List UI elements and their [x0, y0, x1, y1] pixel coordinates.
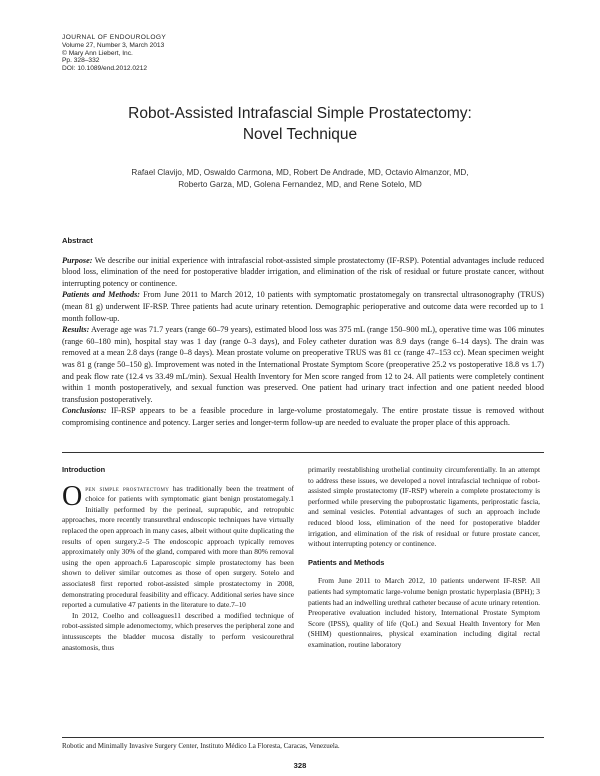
- abstract-methods: [62, 289, 544, 324]
- journal-pages: Pp. 328–332: [62, 57, 100, 65]
- abstract-conclusions: [62, 405, 544, 428]
- journal-copyright: © Mary Ann Liebert, Inc.: [62, 49, 133, 57]
- abstract-heading: Abstract: [62, 236, 93, 245]
- conclusions-label: Conclusions:: [62, 406, 107, 416]
- purpose-label: Purpose:: [62, 255, 93, 265]
- left-column: [62, 465, 294, 653]
- author-list: [60, 167, 540, 191]
- affiliation-footnote: Robotic and Minimally Invasive Surgery Center, Instituto Médico La Floresta, Caracas, Venezuela.: [62, 742, 340, 750]
- abstract-divider: [62, 452, 544, 453]
- journal-doi: DOI: 10.1089/end.2012.0212: [62, 65, 148, 73]
- authors-line-1: Rafael Clavijo, MD, Oswaldo Carmona, MD, Robert De Andrade, MD, Octavio Almanzor, MD,: [131, 168, 469, 177]
- drop-cap: O: [62, 480, 83, 512]
- title-line-1: Robot-Assisted Intrafascial Simple Prostatectomy:: [128, 105, 472, 122]
- title-line-2: Novel Technique: [242, 126, 358, 143]
- purpose-text: We describe our initial experience with intrafascial robot-assisted simple prostatectomy (IF-RSP). Potential advantages include reduced blood loss, elimination of the need for postoperative bladder irrigation, and elimination of the risk of residual or future prostate cancer, without interrupting potency or continence.: [62, 255, 544, 288]
- right-column: [308, 465, 540, 651]
- intro-lead-smallcaps: pen simple prostatectomy: [85, 483, 170, 493]
- methods-paragraph-1: From June 2011 to March 2012, 10 patients underwent IF-RSP. All patients had symptomatic large-volume benign prostatic hyperplasia (BPH); 3 patients had an indwelling urethral catheter because of acute urinary retention. Preoperative evaluation included history, International Prostate Symptom Score (IPSS), quality of life (QoL) and Sexual Health Inventory for Men (SHIM) questionnaires, physical examination including digital rectal examination, routine laboratory: [308, 576, 540, 649]
- results-label: Results:: [62, 325, 90, 335]
- abstract-purpose: [62, 255, 544, 290]
- article-title: [60, 103, 540, 145]
- methods-text: From June 2011 to March 2012, 10 patients with symptomatic prostatomegaly on transrectal ultrasonography (TRUS) (mean 81 g) underwent IF-RSP. Three patients had acute urinary retention. Demographic perioperative and outcome data were recorded up to 1 month follow-up.: [62, 290, 544, 323]
- authors-line-2: Roberto Garza, MD, Golena Fernandez, MD, and Rene Sotelo, MD: [178, 180, 422, 189]
- results-text: Average age was 71.7 years (range 60–79 years), estimated blood loss was 375 mL (range 150–900 mL), operative time was 106 minutes (range 60–180 min), hospital stay was 1 day (range 0–3 days), and Foley catheter duration was 8.9 days (range 6–14 days). The drain was removed at a mean 2.8 days (range 0–8 days). Mean prostate volume on preoperative TRUS was 81 cc (range 47–153 cc). Mean specimen weight was 81 g (range 50–150 g). Improvement was noted in the International Prostate Symptom Score (preoperative 25.2 vs postoperative 18.8 vs 1.7) and peak flow rate (12.4 vs 33.49 mL/min). Sexual Health Inventory for Men score ranged from 12 to 24. All patients were completely continent within 1 month postoperatively, and sexual function was preserved. One patient had urinary tract infection and one patient needed blood transfusion postoperatively.: [62, 325, 544, 404]
- page-number: 328: [293, 761, 307, 770]
- abstract-results: [62, 324, 544, 405]
- abstract-section: [62, 235, 544, 429]
- intro-paragraph-1: [62, 480, 294, 611]
- conclusions-text: IF-RSP appears to be a feasible procedure in large-volume prostatomegaly. The entire prostate tissue is removed without compromising continence and potency. Larger series and longer-term follow-up are needed to evaluate the proper place of this approach.: [62, 406, 544, 427]
- patients-methods-heading: Patients and Methods: [308, 557, 385, 567]
- intro-paragraph-2: In 2012, Coelho and colleagues11 described a modified technique of robot-assisted simple adenomectomy, which preserves the peripheral zone and intussuscepts the bladder mucosa distally to perform vesicourethral anastomosis, thus: [62, 610, 294, 652]
- intro-paragraph-3: primarily reestablishing urothelial continuity circumferentially. In an attempt to address these issues, we developed a novel intrafascial technique of robot-assisted simple prostatectomy (IF-RSP) wherein a complete prostatectomy is performed while preserving the puboprostatic ligaments, periprostatic fascia, and seminal vesicles. Potential advantages of such an approach include reduced blood loss, elimination of the need for postoperative bladder irrigation, and elimination of the risk of residual or future prostate cancer, without interrupting potency or continence.: [308, 465, 540, 549]
- intro-p1-text: has traditionally been the treatment of choice for patients with symptomatic giant benign prostatomegaly.1 Initially performed by the perineal, suprapubic, and retropubic approaches, more recently transurethral endoscopic techniques have virtually replaced the open approach in many cases, albeit without quite duplicating the results of open surgery.2–5 The endoscopic approach typically removes approximately only 30% of the gland, compared with more than 80% removal using the open approach.6 Laparoscopic simple prostatectomy has been shown to deliver similar outcomes as those of open surgery. Sotelo and associates8 first reported robot-assisted simple prostatectomy in 2008, demonstrating procedural feasibility and efficacy. Additional series have since reported a cumulative 47 patients in the literature to date.7–10: [62, 483, 294, 610]
- footnote-divider: [62, 737, 544, 738]
- introduction-heading: Introduction: [62, 465, 106, 474]
- journal-volume: Volume 27, Number 3, March 2013: [62, 41, 165, 49]
- methods-label: Patients and Methods:: [62, 290, 141, 300]
- journal-name: JOURNAL OF ENDOUROLOGY: [62, 34, 167, 41]
- journal-header: [62, 34, 262, 73]
